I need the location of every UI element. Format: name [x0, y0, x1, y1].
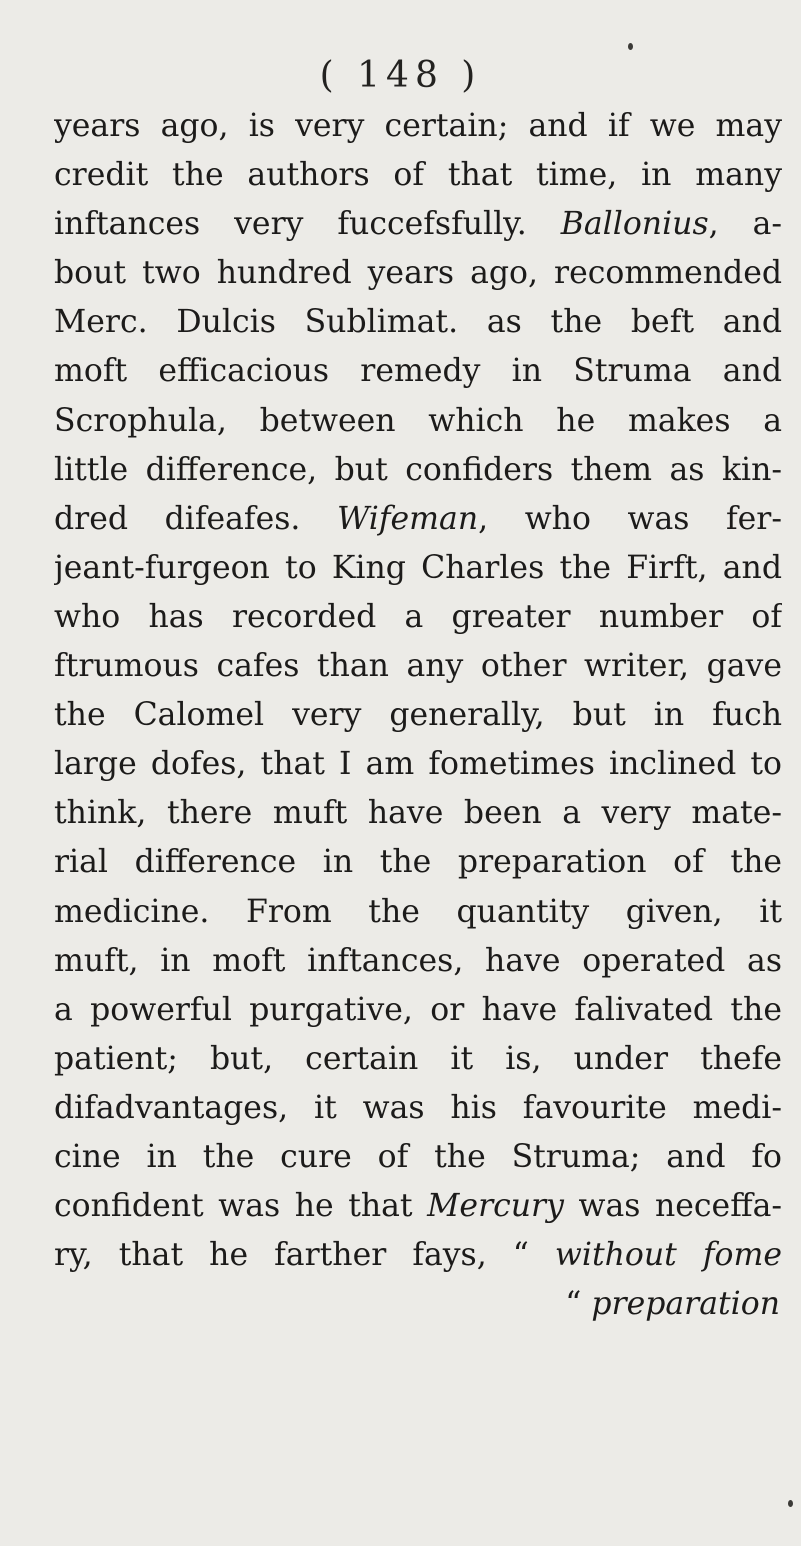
text-line — [54, 249, 782, 298]
text-run: years ago, is very certain; and if we may — [54, 108, 782, 144]
text-line — [54, 691, 782, 740]
text-run: rial difference in the preparation of the — [54, 844, 782, 881]
text-run: bout two hundred years ago, recommended — [54, 255, 782, 292]
text-line — [54, 1231, 782, 1280]
text-line — [54, 888, 782, 937]
text-run: a powerful purgative, or have falivated the — [54, 991, 782, 1028]
text-run: muft, in moft inftances, have operated as — [54, 942, 782, 979]
text-line — [54, 347, 782, 396]
text-line — [54, 1035, 782, 1084]
text-line — [54, 544, 782, 593]
text-line — [54, 200, 782, 249]
text-line — [54, 1280, 782, 1329]
text-run: large dofes, that I am fometimes inclined to — [54, 746, 782, 783]
italic-text: Wifeman — [336, 500, 479, 537]
italic-text: Ballonius — [560, 206, 709, 243]
text-run: , a- — [708, 206, 782, 243]
text-run: the Calomel very generally, but in fuch — [54, 697, 782, 734]
italic-text: preparation — [591, 1286, 780, 1323]
text-run: medicine. From the quantity given, it — [54, 893, 782, 930]
text-run: confident was he that — [54, 1188, 428, 1225]
ink-speck — [788, 1500, 793, 1507]
text-run: little difference, but confiders them as kin- — [54, 451, 782, 488]
text-line — [54, 593, 782, 642]
text-line — [54, 740, 782, 789]
text-line — [54, 937, 782, 986]
text-line — [54, 495, 782, 544]
ink-speck — [628, 43, 633, 50]
text-line — [54, 102, 782, 151]
text-run: ftrumous cafes than any other writer, gave — [54, 648, 782, 685]
text-run: patient; but, certain it is, under thefe — [54, 1040, 782, 1077]
text-run: , who was fer- — [478, 500, 782, 537]
text-line — [54, 397, 782, 446]
text-run: ry, that he farther fays, “ — [54, 1237, 555, 1274]
text-run: jeant-furgeon to King Charles the Firft, and — [54, 549, 782, 586]
text-line — [54, 446, 782, 495]
italic-text: Mercury — [427, 1188, 564, 1225]
text-line — [54, 1084, 782, 1133]
text-run: Merc. Dulcis Sublimat. as the beft and — [54, 304, 782, 341]
text-run: dred difeafes. — [54, 500, 337, 537]
text-run: difadvantages, it was his favourite medi- — [54, 1089, 782, 1126]
text-run: Scrophula, between which he makes a — [54, 402, 782, 439]
text-line — [54, 838, 782, 887]
text-run: credit the authors of that time, in many — [54, 157, 782, 194]
text-line — [54, 986, 782, 1035]
text-line — [54, 1182, 782, 1231]
page-number: ( 148 ) — [319, 55, 482, 96]
text-line — [54, 1133, 782, 1182]
text-run: think, there muft have been a very mate- — [54, 795, 782, 832]
text-line — [54, 642, 782, 691]
text-run: cine in the cure of the Struma; and fo — [54, 1138, 782, 1175]
text-line — [54, 298, 782, 347]
text-run: moft efficacious remedy in Struma and — [54, 353, 782, 390]
text-line — [54, 789, 782, 838]
text-run: “ — [565, 1286, 592, 1323]
body-text — [54, 102, 782, 1329]
text-run: inftances very fuccefsfully. — [54, 206, 561, 243]
text-line — [54, 151, 782, 200]
italic-text: without fome — [554, 1237, 782, 1274]
text-run: was neceffa- — [563, 1188, 782, 1225]
text-run: who has recorded a greater number of — [54, 598, 782, 635]
